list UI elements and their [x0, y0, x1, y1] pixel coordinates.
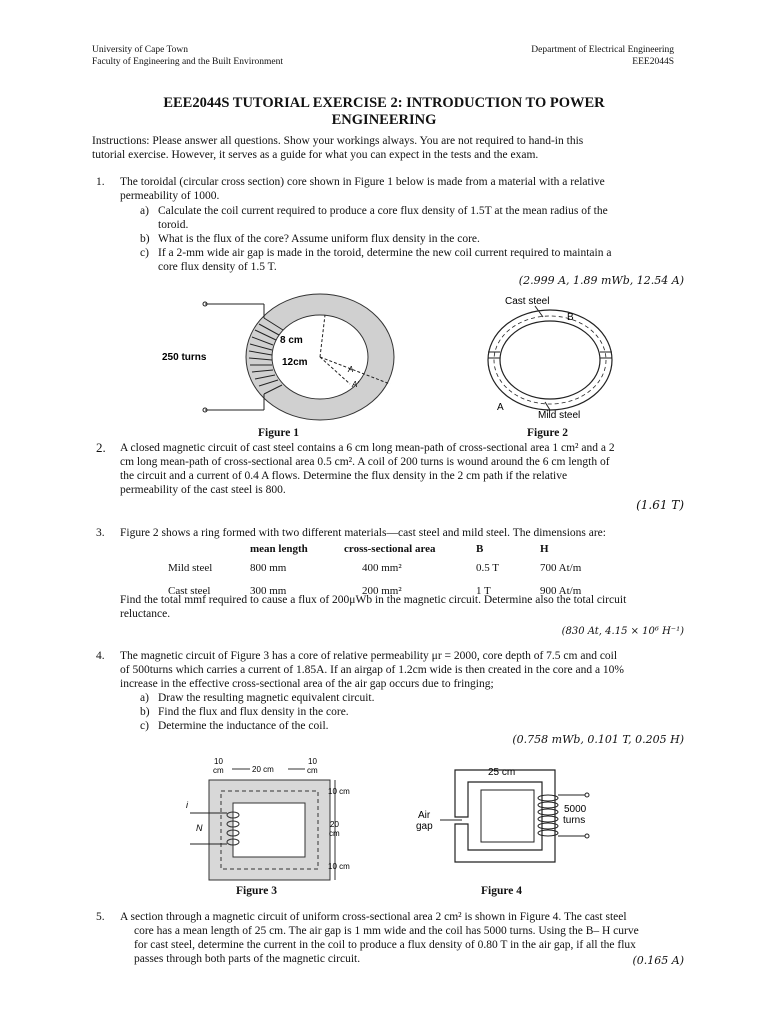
faculty-name: Faculty of Engineering and the Built Environment	[92, 57, 284, 67]
part-label: a)	[140, 692, 149, 704]
instructions-line: tutorial exercise. However, it serves as a guide for what you can expect in the tests and the exam.	[92, 149, 539, 161]
page-title-2: ENGINEERING	[331, 112, 437, 128]
part-text: toroid.	[158, 219, 189, 231]
part-label: c)	[140, 247, 149, 259]
question-text: increase in the effective cross-sectional area of the air gap occurs due to fringing;	[120, 678, 494, 690]
question-text: cm long mean-path of cross-sectional area 0.5 cm². A coil of 200 turns is wound around the 6 cm length of	[120, 456, 610, 468]
length-label: 25 cm	[488, 767, 516, 778]
q4-part-c	[140, 719, 718, 733]
q2-answer: (1.61 T)	[636, 498, 684, 512]
dim-label: cm	[329, 829, 340, 838]
instructions	[92, 134, 692, 162]
point-a-prime-label: A'	[352, 380, 359, 389]
table-cell: 300 mm	[250, 585, 287, 597]
air-gap-label: gap	[416, 821, 433, 832]
part-text: Calculate the coil current required to produce a core flux density of 1.5T at the mean radius of the	[158, 205, 608, 217]
question-text: for cast steel, determine the current in the coil to produce a flux density of 0.80 T in the air gap, if all the flux	[134, 939, 636, 951]
q5-answer: (0.165 A)	[632, 954, 684, 967]
inner-radius-label: 8 cm	[280, 335, 303, 346]
question-number: 4.	[96, 650, 105, 662]
dim-label: cm	[307, 766, 318, 775]
question-3	[96, 526, 690, 540]
table-cell: Mild steel	[168, 562, 213, 574]
university-name: University of Cape Town	[92, 45, 188, 55]
dim-label: cm	[213, 766, 224, 775]
question-number: 1.	[96, 176, 105, 188]
point-a-label: A	[348, 365, 354, 374]
column-header: mean length	[250, 543, 308, 555]
figure-1-toroid	[160, 290, 400, 430]
outer-radius-label: 12cm	[282, 357, 308, 368]
turns-label: 5000	[564, 804, 587, 815]
table-cell: 700 At/m	[540, 562, 582, 574]
q1-answer: (2.999 A, 1.89 mWb, 12.54 A)	[518, 274, 684, 287]
part-label: b)	[140, 706, 150, 718]
question-text: reluctance.	[120, 608, 171, 620]
header-left	[92, 44, 283, 68]
part-text: If a 2-mm wide air gap is made in the toroid, determine the new coil current required to maintain a	[158, 247, 612, 259]
figure-2-ring	[475, 292, 625, 422]
figure-1-caption: Figure 1	[258, 427, 299, 439]
air-gap-label: Air	[418, 810, 431, 821]
part-text: core flux density of 1.5 T.	[158, 261, 277, 273]
part-label: c)	[140, 720, 149, 732]
q4-part-b	[140, 705, 718, 719]
question-number: 2.	[96, 440, 106, 455]
column-header: B	[476, 543, 484, 555]
q4-answer: (0.758 mWb, 0.101 T, 0.205 H)	[512, 733, 684, 746]
question-text: A section through a magnetic circuit of uniform cross-sectional area 2 cm² is shown in Figure 4. The cast steel	[120, 911, 627, 923]
turns-label: 250 turns	[162, 352, 207, 363]
course-code: EEE2044S	[632, 57, 674, 67]
instructions-line: Instructions: Please answer all questions. Show your workings always. You are not required to hand-in this	[92, 135, 584, 147]
question-text: core has a mean length of 25 cm. The air gap is 1 mm wide and the coil has 5000 turns. Using the B– H curve	[134, 925, 639, 937]
mild-steel-label: Mild steel	[538, 410, 581, 421]
figure-3-core	[170, 757, 370, 887]
q4-part-a	[140, 691, 718, 705]
column-header: cross-sectional area	[344, 543, 436, 555]
header-right	[531, 44, 674, 68]
table-cell: Cast steel	[168, 585, 211, 597]
current-label: i	[186, 800, 188, 810]
dim-label: 10 cm	[328, 787, 350, 796]
question-text: The toroidal (circular cross section) core shown in Figure 1 below is made from a material with a relative	[120, 176, 605, 188]
column-header: H	[540, 543, 549, 555]
dim-label: 20 cm	[252, 765, 274, 774]
point-b-label: B	[567, 312, 574, 323]
question-number: 5.	[96, 911, 105, 923]
question-text: passes through both parts of the magnetic circuit.	[134, 953, 361, 965]
part-label: b)	[140, 233, 150, 245]
dim-label: 10	[214, 757, 223, 766]
part-text: Find the flux and flux density in the core.	[158, 706, 349, 718]
dim-label: 10	[308, 757, 317, 766]
part-text: What is the flux of the core? Assume uniform flux density in the core.	[158, 233, 480, 245]
question-number: 3.	[96, 527, 105, 539]
question-text: The magnetic circuit of Figure 3 has a core of relative permeability μr = 2000, core depth of 7.5 cm and coil	[120, 650, 618, 662]
cast-steel-label: Cast steel	[505, 296, 550, 307]
part-text: Draw the resulting magnetic equivalent circuit.	[158, 692, 375, 704]
figure-3-caption: Figure 3	[236, 885, 277, 897]
turns-label: turns	[563, 815, 586, 826]
question-4	[96, 649, 690, 732]
turns-label: N	[196, 823, 203, 833]
question-text: A closed magnetic circuit of cast steel contains a 6 cm long mean-path of cross-sectional area 1 cm² and a 2	[120, 442, 615, 454]
figure-4-core	[410, 762, 600, 874]
question-text: Figure 2 shows a ring formed with two different materials—cast steel and mild steel. The dimensions are:	[120, 527, 606, 539]
question-3-cont	[120, 593, 690, 621]
table-cell: 1 T	[476, 585, 491, 597]
point-a-label: A	[497, 402, 504, 413]
question-2	[96, 440, 690, 497]
table-cell: 900 At/m	[540, 585, 582, 597]
q1-part-c	[140, 246, 718, 274]
question-text: Find the total mmf required to cause a flux of 200μWb in the magnetic circuit. Determine also the total circuit	[120, 594, 627, 606]
question-1	[96, 175, 690, 273]
table-cell: 400 mm²	[362, 562, 402, 574]
part-text: Determine the inductance of the coil.	[158, 720, 329, 732]
table-row	[168, 557, 620, 576]
table-cell: 800 mm	[250, 562, 287, 574]
department-name: Department of Electrical Engineering	[531, 45, 674, 55]
dim-label: 20	[330, 820, 339, 829]
question-text: the circuit and a current of 0.4 A flows. Determine the flux density in the 2 cm path if the relative	[120, 470, 568, 482]
figure-4-caption: Figure 4	[481, 885, 522, 897]
q1-part-a	[140, 204, 718, 232]
table-header-row	[168, 541, 620, 557]
question-text: permeability of 1000.	[120, 190, 220, 202]
question-text: permeability of the cast steel is 800.	[120, 484, 286, 496]
table-cell: 200 mm²	[362, 585, 402, 597]
table-cell: 0.5 T	[476, 562, 500, 574]
figure-2-caption: Figure 2	[527, 427, 568, 439]
part-label: a)	[140, 205, 149, 217]
q3-answer: (830 At, 4.15 × 10⁶ H⁻¹)	[561, 626, 684, 637]
question-text: of 500turns which carries a current of 1.85A. If an airgap of 1.2cm wide is then created in the core and a 10%	[120, 664, 625, 676]
page-title: EEE2044S TUTORIAL EXERCISE 2: INTRODUCTION TO POWER	[163, 95, 605, 111]
dimensions-table	[168, 541, 620, 599]
q1-part-b	[140, 232, 718, 246]
dim-label: 10 cm	[328, 862, 350, 871]
question-5	[96, 910, 690, 966]
